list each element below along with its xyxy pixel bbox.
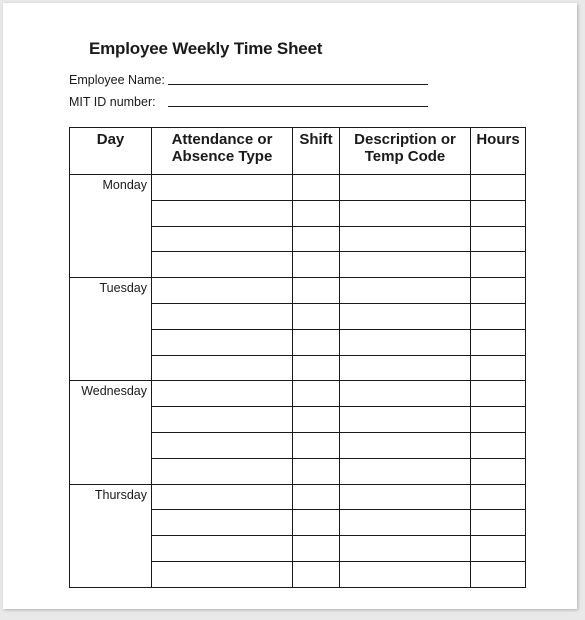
hours-cell[interactable]	[471, 536, 526, 562]
description-cell[interactable]	[340, 458, 471, 484]
mit-id-label: MIT ID number:	[69, 95, 156, 109]
shift-cell[interactable]	[293, 484, 340, 510]
description-cell[interactable]	[340, 561, 471, 587]
attendance-cell[interactable]	[152, 561, 293, 587]
table-row	[70, 175, 526, 201]
hours-cell[interactable]	[471, 200, 526, 226]
hours-cell[interactable]	[471, 561, 526, 587]
page-title: Employee Weekly Time Sheet	[89, 39, 323, 58]
attendance-cell[interactable]	[152, 355, 293, 381]
attendance-cell[interactable]	[152, 226, 293, 252]
hours-cell[interactable]	[471, 175, 526, 201]
shift-cell[interactable]	[293, 278, 340, 304]
table-header-row	[70, 128, 526, 175]
time-sheet-table	[69, 127, 526, 588]
description-cell[interactable]	[340, 175, 471, 201]
table-row	[70, 381, 526, 407]
shift-cell[interactable]	[293, 226, 340, 252]
shift-cell[interactable]	[293, 510, 340, 536]
shift-cell[interactable]	[293, 355, 340, 381]
hours-cell[interactable]	[471, 510, 526, 536]
attendance-cell[interactable]	[152, 381, 293, 407]
attendance-cell[interactable]	[152, 252, 293, 278]
table-row	[70, 484, 526, 510]
attendance-cell[interactable]	[152, 329, 293, 355]
attendance-cell[interactable]	[152, 303, 293, 329]
hours-cell[interactable]	[471, 458, 526, 484]
description-cell[interactable]	[340, 200, 471, 226]
description-cell[interactable]	[340, 407, 471, 433]
attendance-cell[interactable]	[152, 484, 293, 510]
shift-cell[interactable]	[293, 407, 340, 433]
hours-cell[interactable]	[471, 303, 526, 329]
description-cell[interactable]	[340, 484, 471, 510]
hours-cell[interactable]	[471, 226, 526, 252]
hours-cell[interactable]	[471, 355, 526, 381]
attendance-cell[interactable]	[152, 278, 293, 304]
header-description: Description or Temp Code	[340, 128, 471, 175]
header-shift: Shift	[293, 128, 340, 175]
description-cell[interactable]	[340, 510, 471, 536]
header-hours: Hours	[471, 128, 526, 175]
shift-cell[interactable]	[293, 252, 340, 278]
employee-name-label: Employee Name:	[69, 73, 165, 87]
hours-cell[interactable]	[471, 432, 526, 458]
shift-cell[interactable]	[293, 329, 340, 355]
attendance-cell[interactable]	[152, 407, 293, 433]
day-cell-monday: Monday	[70, 175, 152, 278]
hours-cell[interactable]	[471, 484, 526, 510]
shift-cell[interactable]	[293, 381, 340, 407]
hours-cell[interactable]	[471, 278, 526, 304]
description-cell[interactable]	[340, 432, 471, 458]
shift-cell[interactable]	[293, 458, 340, 484]
header-attendance: Attendance or Absence Type	[152, 128, 293, 175]
description-cell[interactable]	[340, 329, 471, 355]
shift-cell[interactable]	[293, 303, 340, 329]
day-cell-tuesday: Tuesday	[70, 278, 152, 381]
description-cell[interactable]	[340, 303, 471, 329]
shift-cell[interactable]	[293, 536, 340, 562]
description-cell[interactable]	[340, 355, 471, 381]
hours-cell[interactable]	[471, 252, 526, 278]
employee-name-line[interactable]	[168, 84, 428, 85]
day-cell-thursday: Thursday	[70, 484, 152, 587]
attendance-cell[interactable]	[152, 458, 293, 484]
day-cell-wednesday: Wednesday	[70, 381, 152, 484]
attendance-cell[interactable]	[152, 510, 293, 536]
table-row	[70, 278, 526, 304]
hours-cell[interactable]	[471, 407, 526, 433]
attendance-cell[interactable]	[152, 175, 293, 201]
shift-cell[interactable]	[293, 200, 340, 226]
attendance-cell[interactable]	[152, 200, 293, 226]
description-cell[interactable]	[340, 278, 471, 304]
description-cell[interactable]	[340, 252, 471, 278]
shift-cell[interactable]	[293, 175, 340, 201]
attendance-cell[interactable]	[152, 432, 293, 458]
description-cell[interactable]	[340, 536, 471, 562]
mit-id-line[interactable]	[168, 106, 428, 107]
attendance-cell[interactable]	[152, 536, 293, 562]
hours-cell[interactable]	[471, 329, 526, 355]
shift-cell[interactable]	[293, 432, 340, 458]
description-cell[interactable]	[340, 226, 471, 252]
time-sheet-page	[3, 3, 577, 609]
description-cell[interactable]	[340, 381, 471, 407]
header-day: Day	[70, 128, 152, 175]
shift-cell[interactable]	[293, 561, 340, 587]
hours-cell[interactable]	[471, 381, 526, 407]
